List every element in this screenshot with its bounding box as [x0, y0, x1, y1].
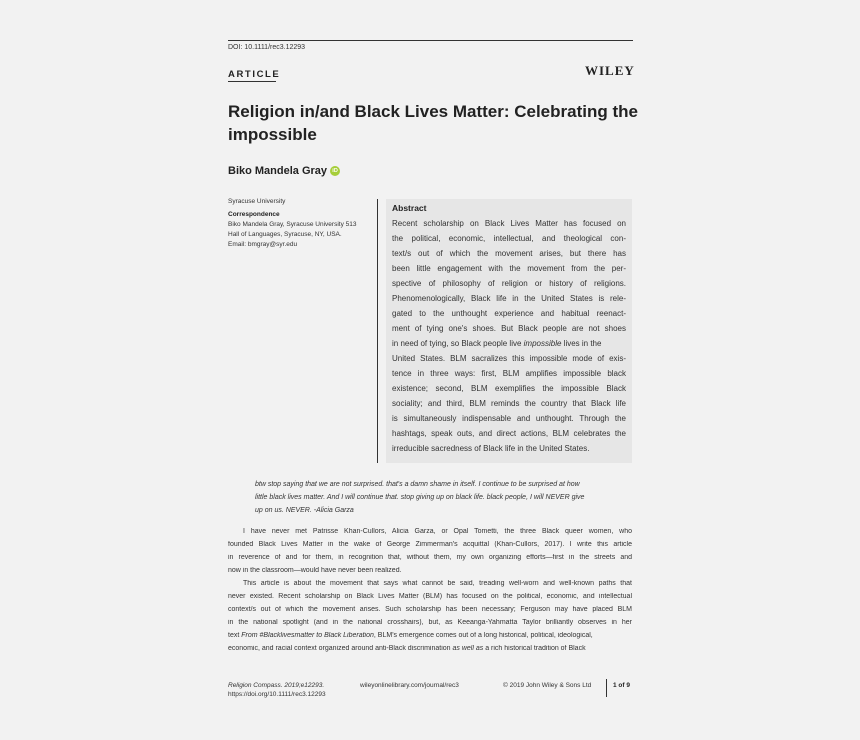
abstract-line: United States. BLM sacralizes this impossible mode of exis- [392, 354, 626, 363]
affiliation: Syracuse University [228, 198, 286, 205]
footer-doi-link[interactable]: https://doi.org/10.1111/rec3.12293 [228, 691, 326, 698]
abstract-line: irreducible sacredness of Black life in the United States. [392, 444, 590, 453]
paper-title: Religion in/and Black Lives Matter: Celebrating the impossible [228, 102, 638, 144]
correspondence-line: Hall of Languages, Syracuse, NY, USA. [228, 231, 342, 238]
footer-journal: Religion Compass. 2019;e12293. [228, 682, 325, 689]
abstract-line: hashtags, speak outs, and direct actions, BLM celebrates the [392, 429, 626, 438]
orcid-icon[interactable]: iD [330, 166, 340, 176]
abstract-line: Phenomenologically, Black life in the United States is rele- [392, 294, 626, 303]
body-line: now in the classroom—would have never been realized. [228, 567, 402, 574]
abstract-line: sociality; and third, BLM reminds the country that Black life [392, 399, 626, 408]
header-rule [228, 40, 633, 41]
author-line [228, 165, 340, 177]
body-line: I have never met Patrisse Khan-Cullors, Alicia Garza, or Opal Tometti, the three Black queer women, who [243, 528, 632, 535]
abstract-divider [377, 199, 378, 463]
footer-site-link[interactable]: wileyonlinelibrary.com/journal/rec3 [360, 682, 459, 689]
abstract-line: in need of tying, so Black people live impossible lives in the [392, 339, 602, 348]
body-line: in the national spotlight (and in the national crosshairs), but, as Keeanga-Yahmatta Taylor brilliantly observes in her [228, 619, 632, 626]
abstract-line: tence in three ways: first, BLM amplifies impossible black [392, 369, 626, 378]
doi-text: DOI: 10.1111/rec3.12293 [228, 44, 306, 51]
publisher-logo: WILEY [585, 63, 635, 78]
footer-divider [606, 679, 607, 697]
body-line: founded Black Lives Matter in the wake of George Zimmerman's acquittal (Khan-Cullors, 2017). I write this article [228, 541, 632, 548]
body-line: context/s out of which the movement arises. Such scholarship has been necessary; Ferguson may have placed BLM [228, 606, 632, 613]
body-line: in reverence of and for them, in recognition that, without them, my own organizing efforts—first in the streets and [228, 554, 632, 561]
correspondence-heading: Correspondence [228, 211, 280, 218]
abstract-line: the political, economic, intellectual, and theological con- [392, 234, 626, 243]
abstract-line: spective of philosophy of religion or history of religions. [392, 279, 626, 288]
section-label: ARTICLE [228, 69, 281, 80]
abstract-line: text/s out of which the movement arises, but there has [392, 249, 626, 258]
body-emphasis: as well as [452, 645, 484, 652]
abstract-emphasis: impossible [523, 339, 562, 348]
correspondence-line: Biko Mandela Gray, Syracuse University 513 [228, 221, 357, 228]
footer-copyright: © 2019 John Wiley & Sons Ltd [503, 682, 592, 689]
body-line: text From #Blacklivesmatter to Black Liberation, BLM's emergence comes out of a long historical, political, ideological, [228, 632, 593, 639]
body-line: never existed. Recent scholarship on Black Lives Matter (BLM) has focused on the political, economic, and intellectual [228, 593, 632, 600]
epigraph-line: btw stop saying that we are not surprised. that's a damn shame in itself. I continue to be surprised at how [255, 481, 580, 488]
abstract-heading: Abstract [392, 203, 427, 213]
body-citation-title: From #Blacklivesmatter to Black Liberation [241, 632, 374, 639]
abstract-line: ment of tying one's shoes. But Black people are not shoes [392, 324, 626, 333]
epigraph-line: up on us. NEVER. -Alicia Garza [255, 507, 354, 514]
body-line: This article is about the movement that says what cannot be said, treading well-worn and well-known paths that [243, 580, 632, 587]
correspondence-email[interactable]: Email: bmgray@syr.edu [228, 241, 298, 248]
abstract-line: gated to the unthought experience and habitual reenact- [392, 309, 626, 318]
author-name[interactable]: Biko Mandela Gray [228, 165, 328, 177]
body-line: economic, and racial context organized around anti-Black discrimination as well as a rich historical tradition of Black [228, 645, 586, 652]
abstract-line: Recent scholarship on Black Lives Matter has focused on [392, 219, 626, 228]
section-label-underline [228, 81, 276, 82]
epigraph-line: little black lives matter. And I will continue that. stop giving up on black life. black people, I will NEVER give [255, 494, 585, 501]
abstract-line: been little engagement with the movement from the per- [392, 264, 626, 273]
abstract-line: is simultaneously indispensable and unthought. Through the [392, 414, 626, 423]
abstract-line: existence; second, BLM exemplifies the impossible Black [392, 384, 626, 393]
page-number: 1 of 9 [613, 682, 630, 689]
